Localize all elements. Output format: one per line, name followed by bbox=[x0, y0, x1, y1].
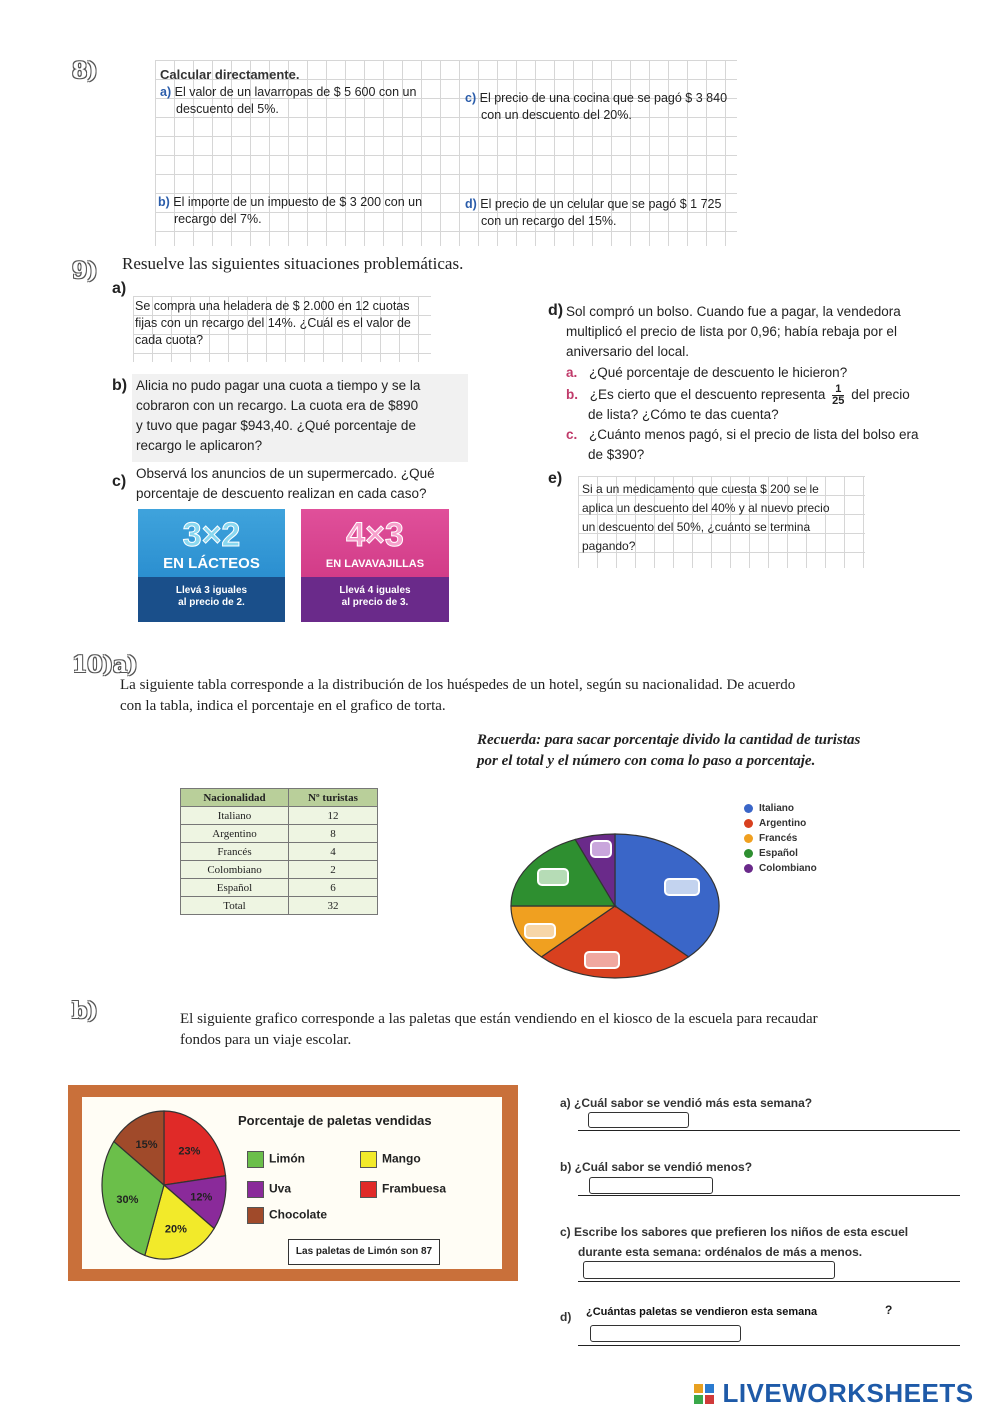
item-9d-line-2: multiplicó el precio de lista por 0,96; había rebaja por el bbox=[566, 324, 897, 339]
item-d-text: El precio de un celular que se pagó $ 1 725 bbox=[480, 197, 722, 211]
hint-line-2: por el total y el número con coma lo paso a porcentaje. bbox=[477, 753, 816, 769]
legend-chocolate: Chocolate bbox=[269, 1207, 328, 1222]
legend-colombiano: Colombiano bbox=[759, 863, 817, 874]
table-row bbox=[181, 861, 378, 879]
item-b-text-2: recargo del 7%. bbox=[174, 212, 262, 226]
legend-swatch bbox=[360, 1181, 377, 1198]
logo-text: LIVEWORKSHEETS bbox=[722, 1378, 974, 1408]
table-row bbox=[181, 843, 378, 861]
ad-2-big: 4×3 bbox=[346, 516, 404, 554]
item-c-label: c) bbox=[465, 91, 477, 105]
item-a-text-2: descuento del 5%. bbox=[176, 102, 279, 116]
ad-4x3-lavavajillas bbox=[301, 509, 449, 622]
paletas-chart-title: Porcentaje de paletas vendidas bbox=[238, 1113, 432, 1128]
hint-box bbox=[477, 730, 860, 772]
question-9-number: 9) bbox=[72, 258, 98, 284]
item-9d-c-text: ¿Cuánto menos pagó, si el precio de lista del bolso era bbox=[589, 427, 919, 442]
paletas-pie-chart bbox=[96, 1101, 246, 1266]
item-9c-text bbox=[136, 464, 466, 504]
ad-2-sub-1: Llevá 4 iguales bbox=[339, 585, 411, 596]
table-cell: 12 bbox=[289, 807, 378, 825]
legend-dot bbox=[744, 864, 753, 873]
question-b-c-2: durante esta semana: ordénalos de más a menos. bbox=[578, 1245, 863, 1259]
answer-box-argentino[interactable] bbox=[584, 951, 620, 969]
answer-box-espanol[interactable] bbox=[537, 868, 569, 886]
item-9e-line-4: pagando? bbox=[582, 539, 636, 553]
item-9d-c-label: c. bbox=[566, 427, 578, 442]
answer-input-a[interactable] bbox=[588, 1112, 689, 1128]
legend-argentino: Argentino bbox=[759, 818, 807, 829]
ad-1-big: 3×2 bbox=[182, 516, 241, 554]
item-b-text: El importe de un impuesto de $ 3 200 con un bbox=[173, 195, 423, 209]
legend-dot bbox=[744, 834, 753, 843]
table-cell: 8 bbox=[289, 825, 378, 843]
legend-swatch bbox=[247, 1151, 264, 1168]
question-10a-text bbox=[120, 675, 795, 717]
item-9e-box bbox=[578, 476, 865, 568]
item-b-label: b) bbox=[158, 195, 170, 209]
table-cell: Colombiano bbox=[181, 861, 289, 879]
item-9b-line-1: Alicia no pudo pagar una cuota a tiempo y se la bbox=[136, 378, 421, 393]
paletas-panel bbox=[68, 1085, 518, 1281]
legend-italiano: Italiano bbox=[759, 803, 795, 814]
item-c-text: El precio de una cocina que se pagó $ 3 840 bbox=[479, 91, 728, 105]
item-9b-line-4: recargo le aplicaron? bbox=[136, 438, 263, 453]
hotel-table bbox=[180, 788, 378, 915]
question-10b-text-2: fondos para un viaje escolar. bbox=[180, 1032, 352, 1048]
item-9c-line-2: porcentaje de descuento realizan en cada caso? bbox=[136, 486, 427, 501]
answer-line bbox=[578, 1195, 960, 1196]
table-cell: 32 bbox=[289, 897, 378, 915]
table-header-tourists: Nº turistas bbox=[289, 789, 378, 807]
legend-espanol: Español bbox=[759, 848, 798, 859]
item-9d-line-3: aniversario del local. bbox=[566, 344, 690, 359]
table-row bbox=[181, 825, 378, 843]
item-9a-line-3: cada cuota? bbox=[135, 333, 204, 347]
table-cell: Total bbox=[181, 897, 289, 915]
question-b-d-label: d) bbox=[560, 1310, 572, 1324]
question-8-grid-box bbox=[155, 60, 737, 246]
answer-input-c[interactable] bbox=[583, 1261, 835, 1279]
table-row bbox=[181, 897, 378, 915]
item-9d-a-text: ¿Qué porcentaje de descuento le hicieron? bbox=[589, 365, 848, 380]
legend-dot bbox=[744, 849, 753, 858]
item-d-label: d) bbox=[465, 197, 477, 211]
pie-label-limón: 30% bbox=[116, 1194, 139, 1207]
answer-box-italiano[interactable] bbox=[664, 878, 700, 896]
item-9b-line-2: cobraron con un recargo. La cuota era de $890 bbox=[136, 398, 419, 413]
item-9e-line-3: un descuento del 50%, ¿cuánto se termina bbox=[582, 520, 811, 534]
table-cell: Argentino bbox=[181, 825, 289, 843]
legend-frances: Francés bbox=[759, 833, 798, 844]
legend-mango: Mango bbox=[382, 1151, 421, 1166]
pie-label-frambuesa: 23% bbox=[178, 1145, 201, 1158]
table-cell: Francés bbox=[181, 843, 289, 861]
item-c-text-2: con un descuento del 20%. bbox=[481, 108, 632, 122]
item-9e-line-1: Si a un medicamento que cuesta $ 200 se le bbox=[582, 482, 819, 496]
item-9d-a-label: a. bbox=[566, 365, 578, 380]
question-10a-text-2: con la tabla, indica el porcentaje en el grafico de torta. bbox=[120, 698, 446, 714]
item-9c-line-1: Observá los anuncios de un supermercado. ¿Qué bbox=[136, 466, 435, 481]
hotel-pie-legend bbox=[744, 801, 817, 876]
item-9a-label: a) bbox=[112, 280, 127, 297]
paletas-note: Las paletas de Limón son 87 bbox=[288, 1239, 440, 1265]
logo-icon bbox=[694, 1384, 714, 1404]
table-cell: 4 bbox=[289, 843, 378, 861]
item-a-label: a) bbox=[160, 85, 172, 99]
question-b-a: a) ¿Cuál sabor se vendió más esta semana? bbox=[560, 1096, 813, 1110]
legend-dot bbox=[744, 819, 753, 828]
item-9d-b-text-3: de lista? ¿Cómo te das cuenta? bbox=[588, 407, 779, 422]
item-d-text-2: con un recargo del 15%. bbox=[481, 214, 617, 228]
item-9a-line-1: Se compra una heladera de $ 2.000 en 12 cuotas bbox=[135, 299, 410, 313]
item-9d-line-1: Sol compró un bolso. Cuando fue a pagar, la vendedora bbox=[566, 304, 901, 319]
pie-label-uva: 12% bbox=[190, 1191, 213, 1204]
item-9e-label: e) bbox=[548, 470, 563, 487]
item-9c-label: c) bbox=[112, 473, 127, 490]
item-9b-box bbox=[132, 374, 468, 462]
ad-1-sub-1: Llevá 3 iguales bbox=[175, 585, 248, 596]
question-8-title: Calcular directamente. bbox=[160, 67, 300, 82]
table-header-nationality: Nacionalidad bbox=[181, 789, 289, 807]
legend-swatch bbox=[247, 1207, 264, 1224]
question-10a-text-1: La siguiente tabla corresponde a la distribución de los huéspedes de un hotel, según su nacionalidad. De acuerdo bbox=[120, 677, 796, 693]
table-row bbox=[181, 807, 378, 825]
liveworksheets-logo bbox=[694, 1378, 974, 1409]
answer-line bbox=[578, 1130, 960, 1131]
item-9d-b-text-2: del precio bbox=[851, 387, 910, 403]
pie-label-mango: 20% bbox=[164, 1223, 187, 1236]
legend-swatch bbox=[360, 1151, 377, 1168]
answer-box-frances[interactable] bbox=[524, 923, 556, 939]
pie-label-chocolate: 15% bbox=[135, 1139, 158, 1152]
ad-2-title: EN LAVAVAJILLAS bbox=[325, 558, 425, 570]
item-9d-c-text-2: de $390? bbox=[588, 447, 645, 462]
legend-uva: Uva bbox=[269, 1181, 292, 1196]
legend-dot bbox=[744, 804, 753, 813]
item-a-text: El valor de un lavarropas de $ 5 600 con un bbox=[174, 85, 417, 99]
question-9-title: Resuelve las siguientes situaciones problemáticas. bbox=[122, 254, 464, 273]
item-9d-text bbox=[566, 302, 956, 362]
table-row bbox=[181, 879, 378, 897]
item-9a-line-2: fijas con un recargo del 14%. ¿Cuál es el valor de bbox=[135, 316, 411, 330]
ad-2-sub-2: al precio de 3. bbox=[341, 597, 409, 608]
ad-1-title: EN LÁCTEOS bbox=[163, 555, 260, 572]
ad-3x2-lacteos bbox=[138, 509, 285, 622]
question-10b-text-1: El siguiente grafico corresponde a las paletas que están vendiendo en el kiosco de la escuela para recaudar bbox=[180, 1011, 818, 1027]
question-10a-number: 10)a) bbox=[72, 652, 138, 678]
question-10b-text bbox=[180, 1009, 818, 1051]
question-b-d-mark: ? bbox=[885, 1303, 893, 1317]
answer-box-colombiano[interactable] bbox=[590, 840, 612, 858]
question-b-d: ¿Cuántas paletas se vendieron esta semana bbox=[586, 1306, 818, 1318]
item-9e-line-2: aplica un descuento del 40% y al nuevo precio bbox=[582, 501, 830, 515]
table-cell: 6 bbox=[289, 879, 378, 897]
ad-1-sub-2: al precio de 2. bbox=[178, 597, 245, 608]
answer-line bbox=[578, 1345, 960, 1346]
question-b-c: c) Escribe los sabores que prefieren los niños de esta escuel bbox=[560, 1225, 909, 1239]
answer-input-b[interactable] bbox=[589, 1177, 713, 1194]
item-9d-b-text: ¿Es cierto que el descuento representa bbox=[589, 387, 826, 403]
legend-frambuesa: Frambuesa bbox=[382, 1181, 447, 1196]
paletas-panel-inner bbox=[82, 1097, 502, 1269]
table-cell: Español bbox=[181, 879, 289, 897]
item-9b-line-3: y tuvo que pagar $943,40. ¿Qué porcentaje de bbox=[136, 418, 416, 433]
item-9b-label: b) bbox=[112, 377, 128, 394]
question-10b-number: b) bbox=[72, 998, 98, 1024]
answer-input-d[interactable] bbox=[590, 1325, 741, 1342]
legend-swatch bbox=[247, 1181, 264, 1198]
item-9a-box bbox=[133, 296, 431, 362]
hint-line-1: Recuerda: para sacar porcentaje divido la cantidad de turistas bbox=[477, 732, 861, 748]
item-9d-label: d) bbox=[548, 302, 564, 319]
fraction-denominator: 25 bbox=[832, 395, 845, 407]
table-cell: 2 bbox=[289, 861, 378, 879]
answer-line bbox=[578, 1281, 960, 1282]
fraction-numerator: 1 bbox=[832, 384, 844, 396]
question-b-b: b) ¿Cuál sabor se vendió menos? bbox=[560, 1160, 753, 1174]
item-9d-b-label: b. bbox=[566, 387, 578, 403]
legend-limon: Limón bbox=[269, 1151, 305, 1166]
question-8-number: 8) bbox=[72, 58, 98, 84]
table-cell: Italiano bbox=[181, 807, 289, 825]
